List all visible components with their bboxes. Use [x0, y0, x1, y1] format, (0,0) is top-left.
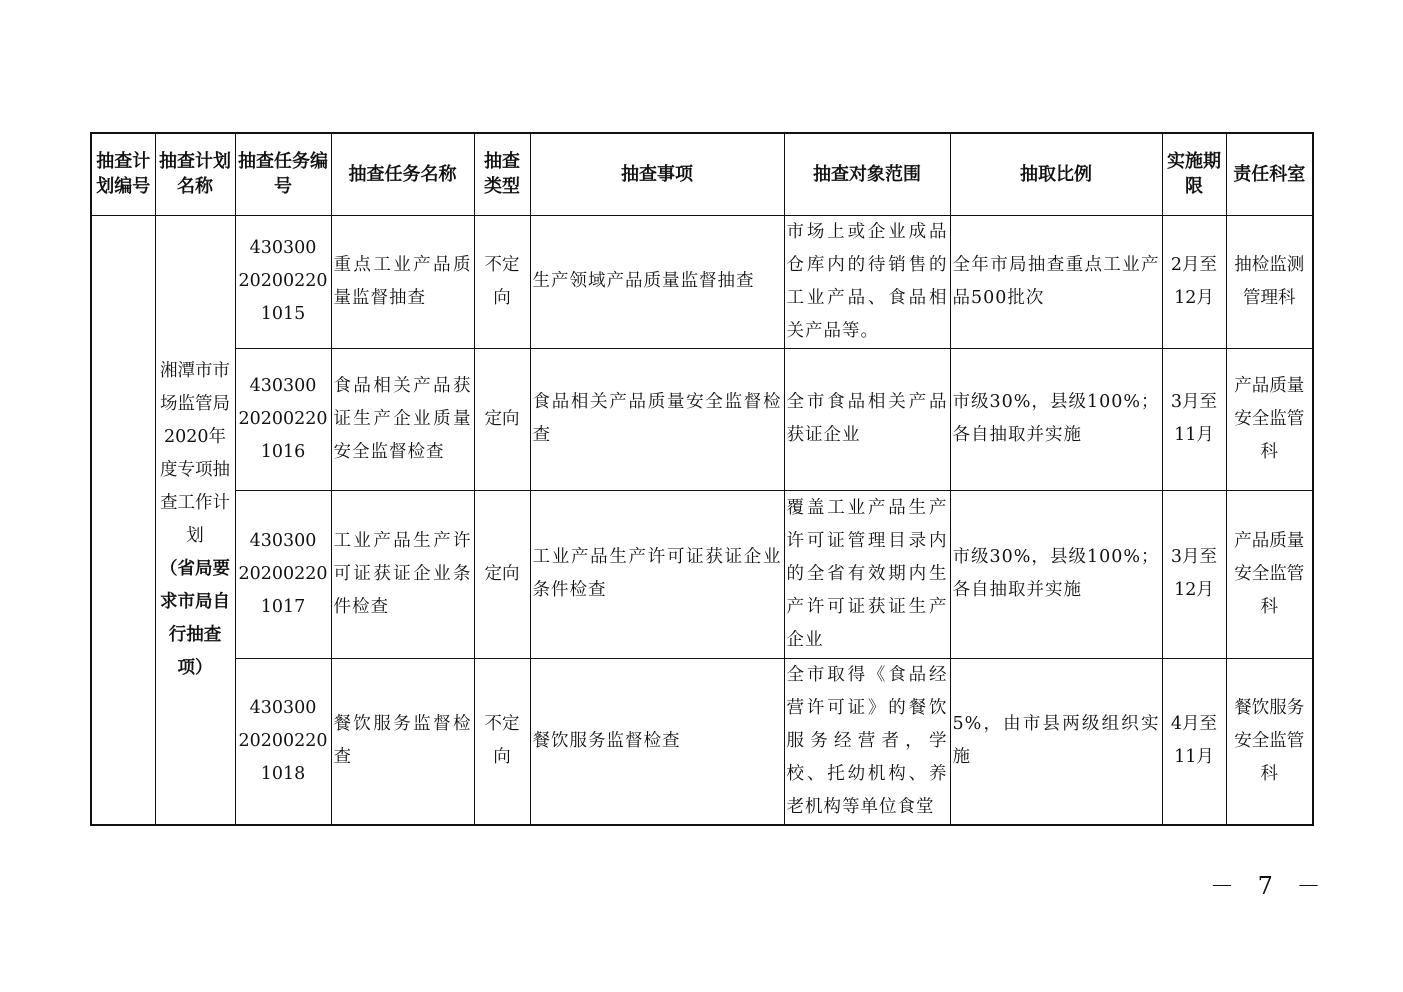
header-period: 实施期限 — [1162, 133, 1226, 215]
task-name: 餐饮服务监督检查 — [331, 658, 474, 825]
header-task-name: 抽查任务名称 — [331, 133, 474, 215]
header-dept: 责任科室 — [1226, 133, 1313, 215]
responsible-dept: 产品质量安全监管科 — [1226, 490, 1313, 658]
table-row — [91, 490, 1313, 658]
table-row — [91, 348, 1313, 490]
task-name: 工业产品生产许可证获证企业条件检查 — [331, 490, 474, 658]
inspection-scope: 全市食品相关产品获证企业 — [784, 348, 950, 490]
header-item: 抽查事项 — [530, 133, 784, 215]
inspection-item: 工业产品生产许可证获证企业条件检查 — [530, 490, 784, 658]
inspection-scope: 全市取得《食品经营许可证》的餐饮服务经营者，学校、托幼机构、养老机构等单位食堂 — [784, 658, 950, 825]
implementation-period: 2月至12月 — [1162, 215, 1226, 348]
inspection-item: 食品相关产品质量安全监督检查 — [530, 348, 784, 490]
header-task-no: 抽查任务编号 — [235, 133, 331, 215]
sampling-ratio: 5%，由市县两级组织实施 — [950, 658, 1162, 825]
header-plan-no: 抽查计划编号 — [91, 133, 155, 215]
header-scope: 抽查对象范围 — [784, 133, 950, 215]
sampling-ratio: 市级30%，县级100%；各自抽取并实施 — [950, 348, 1162, 490]
plan-note: （省局要求市局自行抽查项） — [160, 558, 230, 678]
inspection-type: 定向 — [474, 348, 530, 490]
sampling-ratio: 市级30%，县级100%；各自抽取并实施 — [950, 490, 1162, 658]
header-type: 抽查类型 — [474, 133, 530, 215]
implementation-period: 3月至12月 — [1162, 490, 1226, 658]
sampling-ratio: 全年市局抽查重点工业产品500批次 — [950, 215, 1162, 348]
responsible-dept: 产品质量安全监管科 — [1226, 348, 1313, 490]
responsible-dept: 餐饮服务安全监管科 — [1226, 658, 1313, 825]
task-name: 重点工业产品质量监督抽查 — [331, 215, 474, 348]
implementation-period: 3月至11月 — [1162, 348, 1226, 490]
task-number: 430300 20200220 1017 — [235, 490, 331, 658]
inspection-type: 不定向 — [474, 215, 530, 348]
inspection-item: 餐饮服务监督检查 — [530, 658, 784, 825]
plan-name-cell — [155, 215, 235, 825]
task-number: 430300 20200220 1015 — [235, 215, 331, 348]
inspection-type: 不定向 — [474, 658, 530, 825]
inspection-scope: 市场上或企业成品仓库内的待销售的工业产品、食品相关产品等。 — [784, 215, 950, 348]
inspection-scope: 覆盖工业产品生产许可证管理目录内的全省有效期内生产许可证获证生产企业 — [784, 490, 950, 658]
page-number: － 7 － — [1210, 872, 1329, 900]
plan-name: 湘潭市市场监管局2020年度专项抽查工作计划 — [160, 360, 230, 546]
inspection-plan-table — [90, 132, 1314, 826]
implementation-period: 4月至11月 — [1162, 658, 1226, 825]
responsible-dept: 抽检监测管理科 — [1226, 215, 1313, 348]
plan-number-cell — [91, 215, 155, 825]
header-plan-name: 抽查计划名称 — [155, 133, 235, 215]
inspection-item: 生产领域产品质量监督抽查 — [530, 215, 784, 348]
table-row — [91, 658, 1313, 825]
header-row — [91, 133, 1313, 215]
inspection-type: 定向 — [474, 490, 530, 658]
header-ratio: 抽取比例 — [950, 133, 1162, 215]
table-row — [91, 215, 1313, 348]
task-number: 430300 20200220 1018 — [235, 658, 331, 825]
task-name: 食品相关产品获证生产企业质量安全监督检查 — [331, 348, 474, 490]
task-number: 430300 20200220 1016 — [235, 348, 331, 490]
